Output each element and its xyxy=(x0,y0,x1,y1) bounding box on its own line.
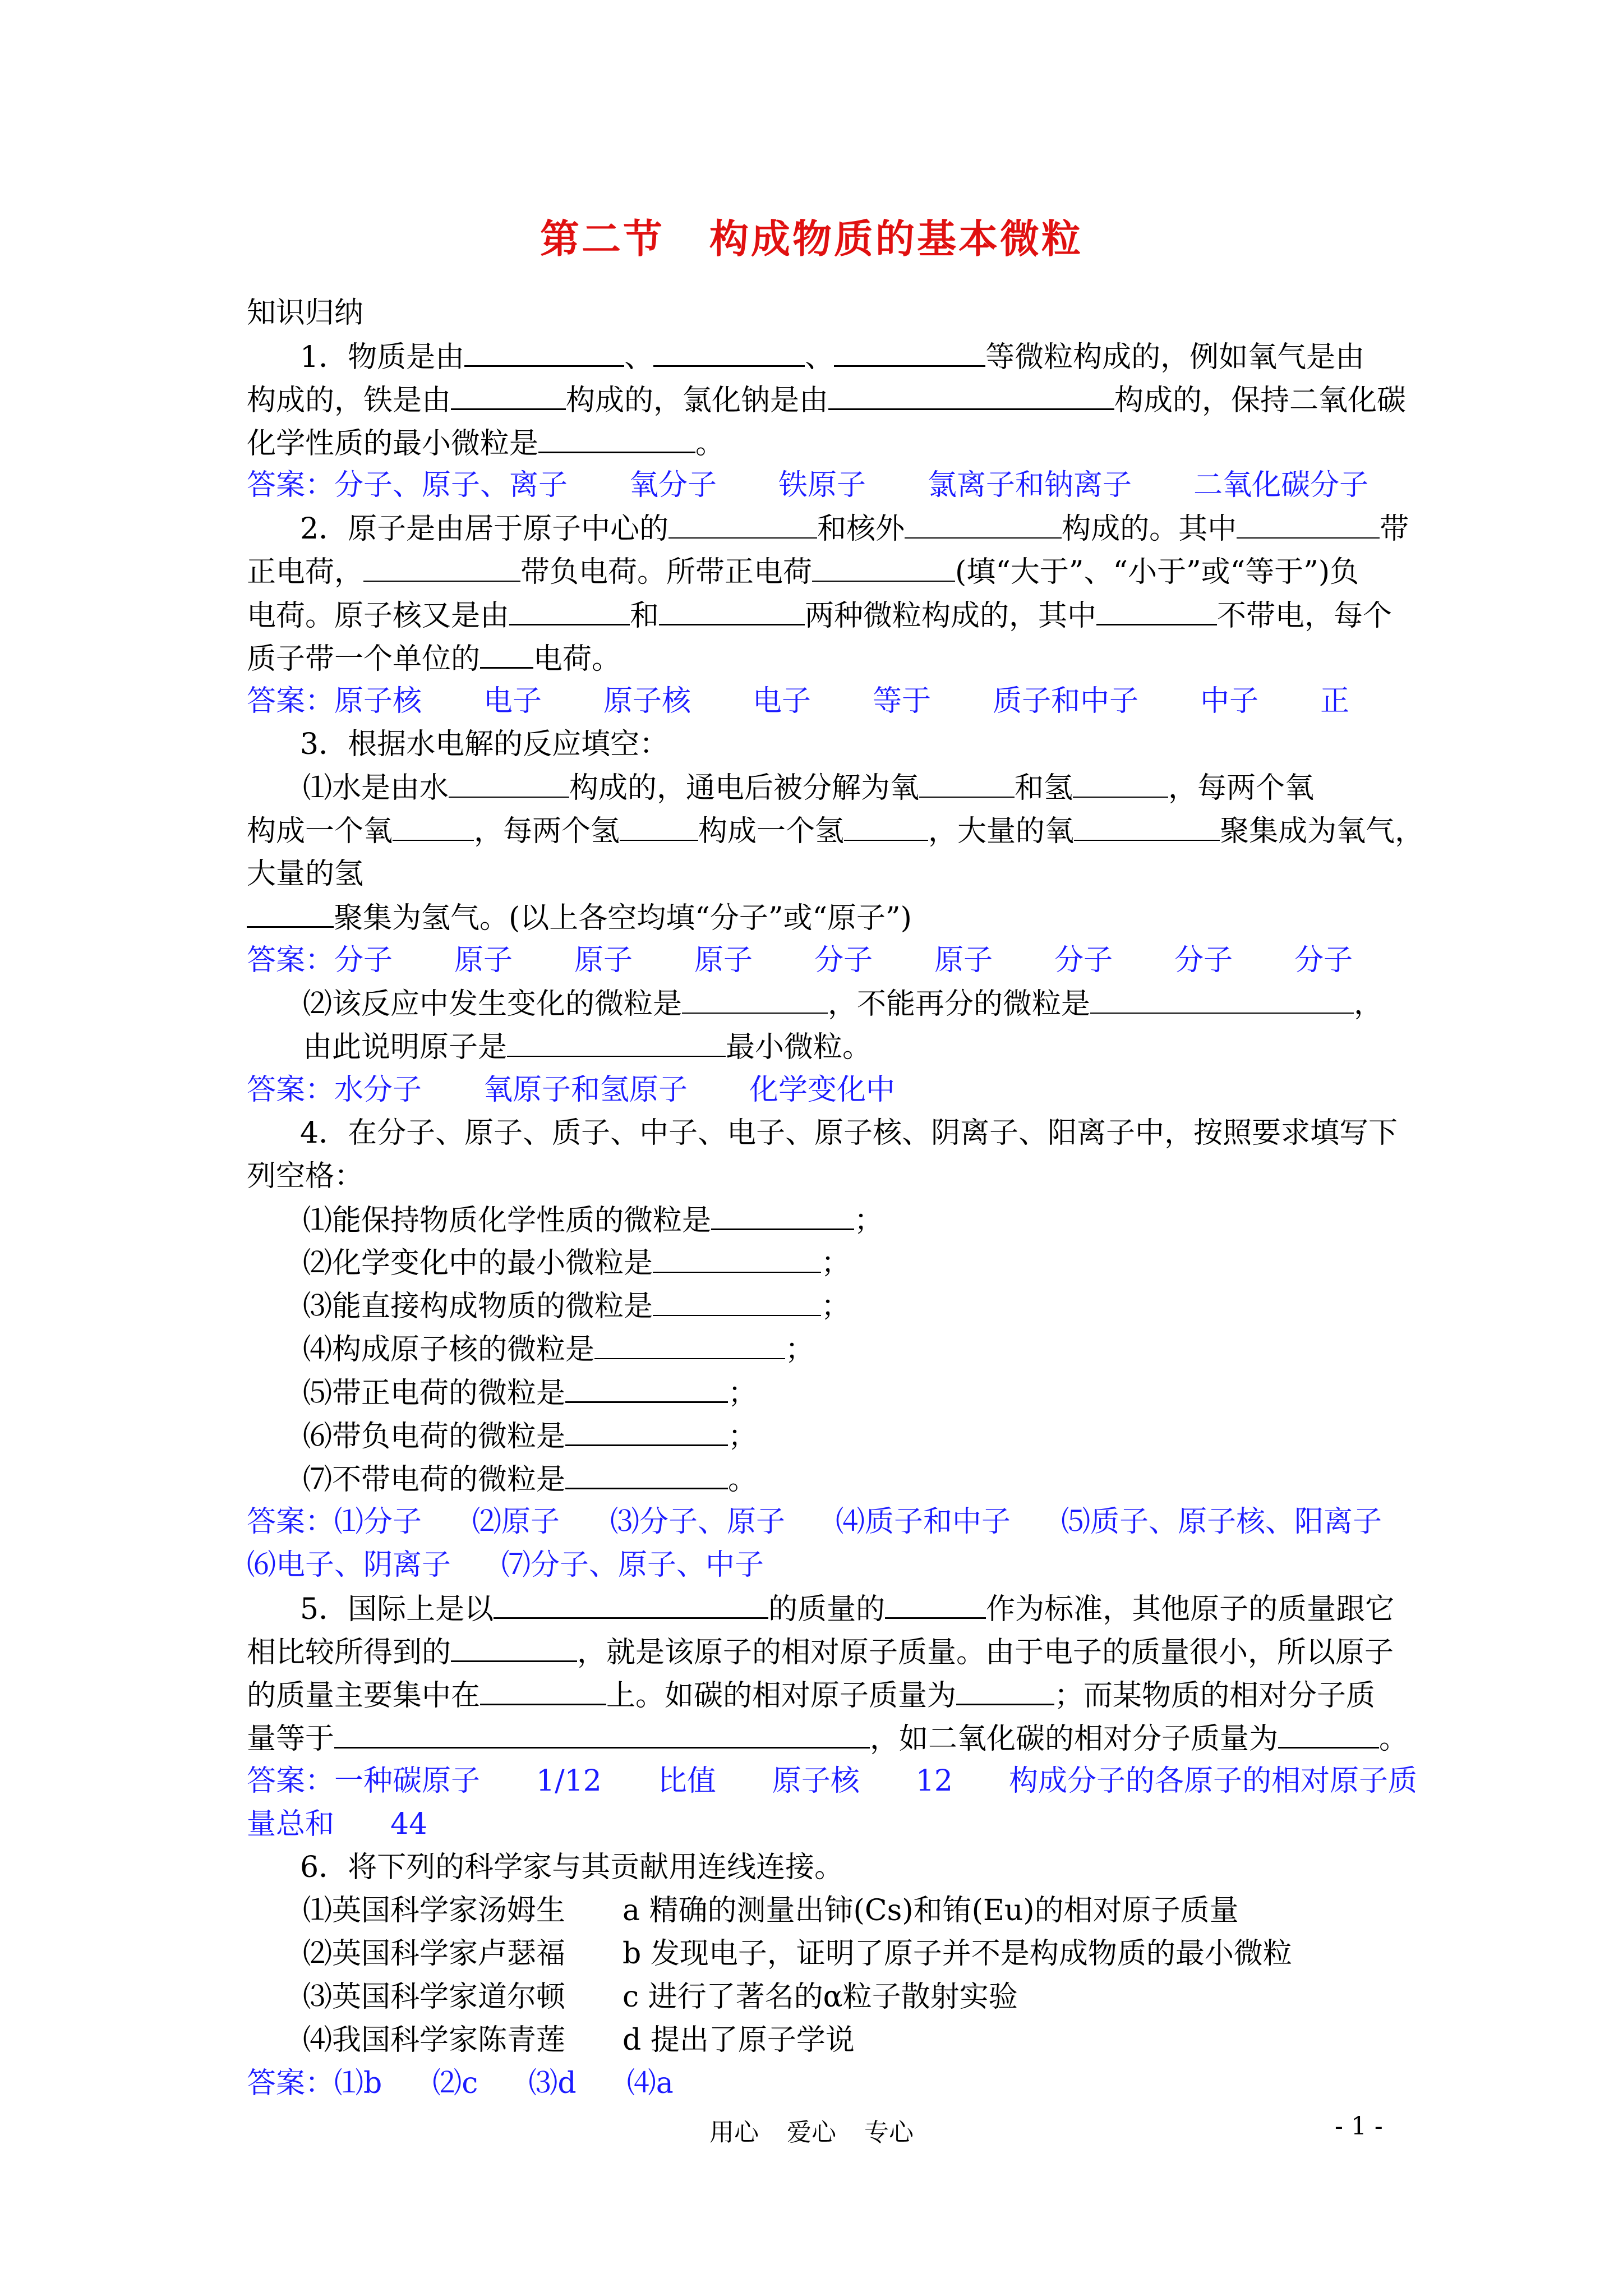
answer-blank[interactable] xyxy=(885,1586,986,1619)
answer-blank[interactable] xyxy=(653,1283,821,1316)
question-3-part-1-line-4: 聚集为氢气。(以上各空均填“分子”或“原子”) xyxy=(247,895,912,941)
question-4-line-2: 列空格： xyxy=(247,1159,364,1193)
question-5-line-3: 的质量主要集中在 上。如碳的相对原子质量为 ；而某物质的相对分子质 xyxy=(247,1672,1375,1718)
question-4-line-1: 4．在分子、原子、质子、中子、电子、原子核、阴离子、阳离子中，按照要求填写下 xyxy=(300,1116,1398,1150)
answer-5-2: 量总和 44 xyxy=(247,1807,428,1841)
answer-blank[interactable] xyxy=(1073,765,1168,798)
footer-motto: 用心 爱心 专心 xyxy=(709,2118,914,2147)
answer-blank[interactable] xyxy=(449,765,569,798)
question-3-part-1-line-3: 大量的氢 xyxy=(247,857,364,891)
answer-blank[interactable] xyxy=(507,1024,726,1057)
answer-blank[interactable] xyxy=(393,808,474,841)
answer-blank[interactable] xyxy=(812,549,955,582)
answer-4-1: 答案：⑴分子 ⑵原子 ⑶分子、原子 ⑷质子和中子 ⑸质子、原子核、阳离子 xyxy=(247,1505,1382,1539)
answer-blank[interactable] xyxy=(494,1586,768,1619)
answer-4-2: ⑹电子、阴离子 ⑺分子、原子、中子 xyxy=(247,1548,764,1582)
question-4-item-7: ⑺不带电荷的微粒是 。 xyxy=(303,1456,757,1502)
answer-blank[interactable] xyxy=(1237,506,1380,539)
answer-blank[interactable] xyxy=(834,334,985,367)
question-5-line-1: 5．国际上是以 的质量的 作为标准，其他原子的质量跟它 xyxy=(300,1586,1394,1632)
contribution-d[interactable]: d 提出了原子学说 xyxy=(623,2023,855,2057)
scientist-1[interactable]: ⑴英国科学家汤姆生 xyxy=(303,1894,566,1927)
answer-blank[interactable] xyxy=(464,334,624,367)
answer-blank[interactable] xyxy=(1096,592,1217,625)
question-2-line-2: 正电荷， 带负电荷。所带正电荷 (填“大于”、“小于”或“等于”)负 xyxy=(247,549,1359,595)
answer-blank[interactable] xyxy=(620,808,698,841)
answer-blank[interactable] xyxy=(668,506,817,539)
question-2-line-3: 电荷。原子核又是由 和 两种微粒构成的，其中 不带电，每个 xyxy=(247,592,1392,638)
question-4-item-3: ⑶能直接构成物质的微粒是 ； xyxy=(303,1283,850,1329)
question-3-part-1-line-2: 构成一个氧 ，每两个氢 构成一个氢 ，大量的氧 聚集成为氧气， xyxy=(247,808,1424,854)
answer-blank[interactable] xyxy=(451,1629,577,1662)
answer-blank[interactable] xyxy=(905,506,1062,539)
section-heading: 知识归纳 xyxy=(247,296,364,330)
answer-blank[interactable] xyxy=(1090,981,1354,1014)
answer-blank[interactable] xyxy=(565,1456,728,1489)
question-4-item-2: ⑵化学变化中的最小微粒是 ； xyxy=(303,1240,850,1286)
scientist-2[interactable]: ⑵英国科学家卢瑟福 xyxy=(303,1937,566,1971)
answer-1: 答案：分子、原子、离子 氧分子 铁原子 氯离子和钠离子 二氧化碳分子 xyxy=(247,468,1369,502)
question-3-part-2-line-2: 由此说明原子是 最小微粒。 xyxy=(303,1024,872,1070)
answer-blank[interactable] xyxy=(919,765,1015,798)
page-number: - 1 - xyxy=(1335,2112,1383,2141)
answer-blank[interactable] xyxy=(363,549,520,582)
answer-blank[interactable] xyxy=(653,1240,821,1273)
question-3-intro: 3．根据水电解的反应填空： xyxy=(300,728,669,761)
contribution-c[interactable]: c 进行了著名的α粒子散射实验 xyxy=(623,1980,1018,2014)
answer-3-1: 答案：分子 原子 原子 原子 分子 原子 分子 分子 分子 xyxy=(247,944,1353,977)
answer-blank[interactable] xyxy=(565,1413,728,1446)
answer-blank[interactable] xyxy=(653,334,805,367)
question-1-line-1: 1．物质是由 、 、 等微粒构成的，例如氧气是由 xyxy=(300,334,1364,380)
page-title: 第二节 构成物质的基本微粒 xyxy=(540,215,1083,262)
answer-blank[interactable] xyxy=(956,1672,1054,1705)
scientist-3[interactable]: ⑶英国科学家道尔顿 xyxy=(303,1980,566,2014)
answer-blank[interactable] xyxy=(844,808,928,841)
answer-3-2: 答案：水分子 氧原子和氢原子 化学变化中 xyxy=(247,1073,896,1107)
question-6-intro: 6．将下列的科学家与其贡献用连线连接。 xyxy=(300,1851,844,1884)
question-5-line-4: 量等于 ，如二氧化碳的相对分子质量为 。 xyxy=(247,1715,1408,1761)
question-2-line-1: 2．原子是由居于原子中心的 和核外 构成的。其中 带 xyxy=(300,506,1409,551)
question-4-item-4: ⑷构成原子核的微粒是 ； xyxy=(303,1327,814,1372)
question-1-line-2: 构成的，铁是由 构成的，氯化钠是由 构成的，保持二氧化碳 xyxy=(247,377,1406,423)
contribution-b[interactable]: b 发现电子，证明了原子并不是构成物质的最小微粒 xyxy=(623,1937,1292,1971)
answer-blank[interactable] xyxy=(1278,1715,1379,1749)
answer-blank[interactable] xyxy=(480,1672,606,1705)
answer-2: 答案：原子核 电子 原子核 电子 等于 质子和中子 中子 正 xyxy=(247,684,1350,718)
question-4-item-5: ⑸带正电荷的微粒是 ； xyxy=(303,1370,757,1416)
answer-blank[interactable] xyxy=(659,592,805,625)
answer-blank[interactable] xyxy=(480,636,533,669)
answer-blank[interactable] xyxy=(247,895,334,928)
question-3-part-1-line-1: ⑴水是由水 构成的，通电后被分解为氧 和氢 ，每两个氧 xyxy=(303,765,1314,811)
answer-blank[interactable] xyxy=(682,981,828,1014)
question-2-line-4: 质子带一个单位的 电荷。 xyxy=(247,636,621,682)
question-1-line-3: 化学性质的最小微粒是 。 xyxy=(247,420,725,466)
answer-blank[interactable] xyxy=(509,592,630,625)
answer-blank[interactable] xyxy=(828,377,1114,410)
answer-blank[interactable] xyxy=(565,1370,728,1403)
answer-blank[interactable] xyxy=(538,420,695,453)
question-3-part-2-line-1: ⑵该反应中发生变化的微粒是 ，不能再分的微粒是 ， xyxy=(303,981,1383,1027)
answer-blank[interactable] xyxy=(334,1715,870,1749)
answer-blank[interactable] xyxy=(1074,808,1220,841)
question-4-item-6: ⑹带负电荷的微粒是 ； xyxy=(303,1413,757,1459)
answer-6: 答案：⑴b ⑵c ⑶d ⑷a xyxy=(247,2067,674,2100)
answer-blank[interactable] xyxy=(451,377,566,410)
answer-blank[interactable] xyxy=(711,1197,854,1230)
scientist-4[interactable]: ⑷我国科学家陈青莲 xyxy=(303,2023,566,2057)
question-5-line-2: 相比较所得到的 ，就是该原子的相对原子质量。由于电子的质量很小，所以原子 xyxy=(247,1629,1394,1675)
contribution-a[interactable]: a 精确的测量出铈(Cs)和铕(Eu)的相对原子质量 xyxy=(623,1894,1239,1927)
question-4-item-1: ⑴能保持物质化学性质的微粒是 ； xyxy=(303,1197,883,1243)
answer-blank[interactable] xyxy=(594,1327,785,1359)
answer-5-1: 答案：一种碳原子 1/12 比值 原子核 12 构成分子的各原子的相对原子质 xyxy=(247,1764,1418,1798)
